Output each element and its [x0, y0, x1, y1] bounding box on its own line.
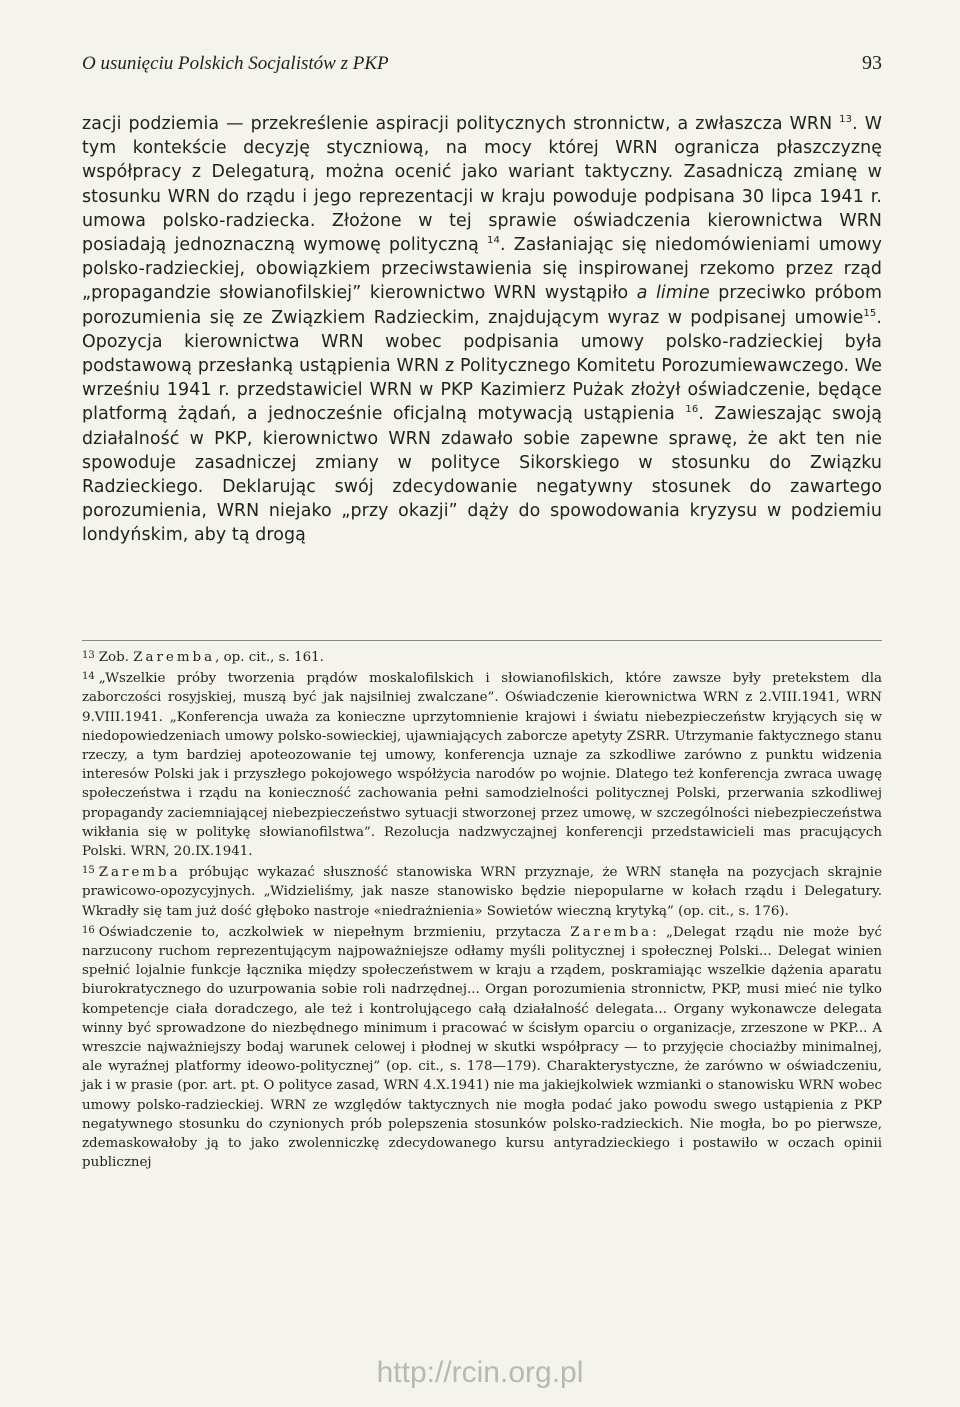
text-run: zacji podziemia — przekreślenie aspiracji politycznych stronnictw, a zwłaszcza WRN	[82, 114, 833, 134]
footnote-14	[82, 667, 882, 861]
running-header	[82, 52, 882, 75]
footnotes	[82, 646, 882, 1172]
footnote-text: Zob.	[98, 650, 129, 665]
footnote-number: 15	[82, 865, 95, 877]
author-name: Zaremba	[570, 924, 653, 940]
footnote-ref-13[interactable]: 13	[839, 114, 853, 126]
author-name: Zaremba	[133, 650, 216, 665]
footnote-number: 14	[82, 671, 95, 683]
footnote-text: „Wszelkie próby tworzenia prądów moskalofilskich i słowianofilskich, które zawsze były pretekstem dla zaborczości rosyjskiej, muszą być jak najsilniej zwalczane”. Oświadczenie kierownictwa WRN z 2.VIII.1941, WRN 9.VIII.1941. „Konferencja uważa za konieczne uprzytomnienie krajowi i światu niebezpieczeństw kryjących się w niedopowiedzeniach umowy polsko-sowieckiej, ujawniających zaborcze apetyty ZSRR. Utrzymanie faktycznego stanu rzeczy, a tym bardziej apoteozowanie tej umowy, konferencja uznaje za szkodliwe zarówno z punktu widzenia interesów Polski jak i przyszłego pokojowego współżycia narodów po wojnie. Dlatego też konferencja zwraca uwagę społeczeństwa i rządu na konieczność zachowania pełni samodzielności politycznej Polski, przerwania szkodliwej propagandy zaciemniającej niebezpieczeństwo sytuacji stworzonej przez umowę, w szczególności niebezpieczeństwa wikłania się w politykę słowianofilstwa”. Rezolucja nadzwyczajnej konferencji przedstawicieli mas pracujących Polski. WRN, 20.IX.1941.	[82, 671, 882, 860]
footnote-text: : „Delegat rządu nie może być narzucony ruchom reprezentującym najpoważniejsze odłamy myśli politycznej i społecznej Polski... Delegat winien spełnić lojalnie funkcje łącznika między społeczeństwem w kraju a rządem, poskramiając wszelkie dążenia aparatu biurokratycznego do uzurpowania sobie roli nadrzędnej... Organ porozumienia stronnictw, PKP, musi mieć nie tylko kompetencje ciała doradczego, ale też i kontrolującego całą działalność delegata... Organy wykonawcze delegata winny być sprowadzone do niezbędnego minimum i pracować w ścisłym oparciu o organizacje, zrzeszone w PKP... A wreszcie najważniejszy bodaj warunek celowej i płodnej w skutki współpracy — to przyjęcie chociażby minimalnej, ale wyraźnej platformy ideowo-politycznej” (op. cit., s. 178—179). Charakterystyczne, że zarówno w oświadczeniu, jak i w prasie (por. art. pt. O polityce zasad, WRN 4.X.1941) nie ma jakiejkolwiek wzmianki o stanowisku WRN wobec umowy polsko-radzieckiej. WRN ze względów taktycznych nie mogła podać jako powodu swego ustąpienia z PKP negatywnego stosunku do czynionych prób polepszenia stosunków polsko-radzieckich. Nie mogła, bo po pierwsze, zdemaskowałoby ją to jako zwolenniczkę zdecydowanego kursu antyradzieckiego i postawiło w oczach opinii publicznej	[82, 924, 882, 1171]
text-run: . Zawieszając swoją działalność w PKP, kierownictwo WRN zdawało sobie zapewne sprawę, że akt ten nie spowoduje zasadniczej zmiany w polityce Sikorskiego w stosunku do Związku Radzieckiego. Deklarując swój zdecydowanie negatywny stosunek do zawartego porozumienia, WRN niejako „przy okazji” dąży do spowodowania kryzysu w podziemiu londyńskim, aby tą drogą	[82, 404, 882, 546]
text-run: przeciwko próbom porozumienia się ze Związkiem Radzieckim, znajdującym wyraz w podpisanej umowie	[82, 283, 882, 328]
page-number: 93	[862, 52, 882, 74]
footnote-number: 13	[82, 650, 95, 661]
author-name: Zaremba	[98, 865, 181, 881]
source-watermark: http://rcin.org.pl	[376, 1356, 584, 1389]
running-title: O usunięciu Polskich Socjalistów z PKP	[82, 53, 389, 74]
text-run: . Zasłaniając się niedomówieniami umowy polsko-radzieckiej, obowiązkiem przeciwstawienia się inspirowanej rzekomo przez rząd „propagandzie słowianofilskiej” kierownictwo WRN wystąpiło	[82, 235, 882, 304]
footnote-ref-15[interactable]: 15	[863, 307, 877, 319]
footnote-number: 16	[82, 924, 95, 936]
footnote-text: próbując wykazać słuszność stanowiska WRN przyznaje, że WRN stanęła na pozycjach skrajnie prawicowo-opozycyjnych. „Widzieliśmy, jak nasze stanowisko będzie niepopularne w kołach rządu i Delegatury. Wkradły się tam już dość głęboko nastroje «niedrażnienia» Sowietów wieczną krytyką” (op. cit., s. 176).	[82, 865, 882, 919]
footnote-text: , op. cit., s. 161.	[215, 650, 324, 665]
text-run: . Opozycja kierownictwa WRN wobec podpisania umowy polsko-radzieckiej była podstawową przesłanką ustąpienia WRN z Politycznego Komitetu Porozumiewawczego. We wrześniu 1941 r. przedstawiciel WRN w PKP Kazimierz Pużak złożył oświadczenie, będące platformą żądań, a jednocześnie oficjalną motywacją ustąpienia	[82, 307, 882, 425]
footnote-13	[82, 646, 882, 667]
footnote-text: Oświadczenie to, aczkolwiek w niepełnym brzmieniu, przytacza	[98, 924, 561, 940]
footnote-ref-16[interactable]: 16	[685, 404, 699, 416]
footnote-16	[82, 921, 882, 1173]
body-paragraph	[82, 112, 882, 548]
footnote-15	[82, 861, 882, 921]
footnote-divider	[82, 640, 882, 641]
footnote-ref-14[interactable]: 14	[487, 235, 500, 247]
text-run: . W tym kontekście decyzję styczniową, na mocy której WRN ogranicza płaszczyznę współpracy z Delegaturą, można ocenić jako wariant taktyczny. Zasadniczą zmianę w stosunku WRN do rządu i jego reprezentacji w kraju powoduje podpisana 30 lipca 1941 r. umowa polsko-radziecka. Złożone w tej sprawie oświadczenia kierownictwa WRN posiadają jednoznaczną wymowę polityczną	[82, 114, 882, 256]
italic-phrase: a limine	[636, 283, 710, 304]
main-text	[82, 112, 882, 548]
